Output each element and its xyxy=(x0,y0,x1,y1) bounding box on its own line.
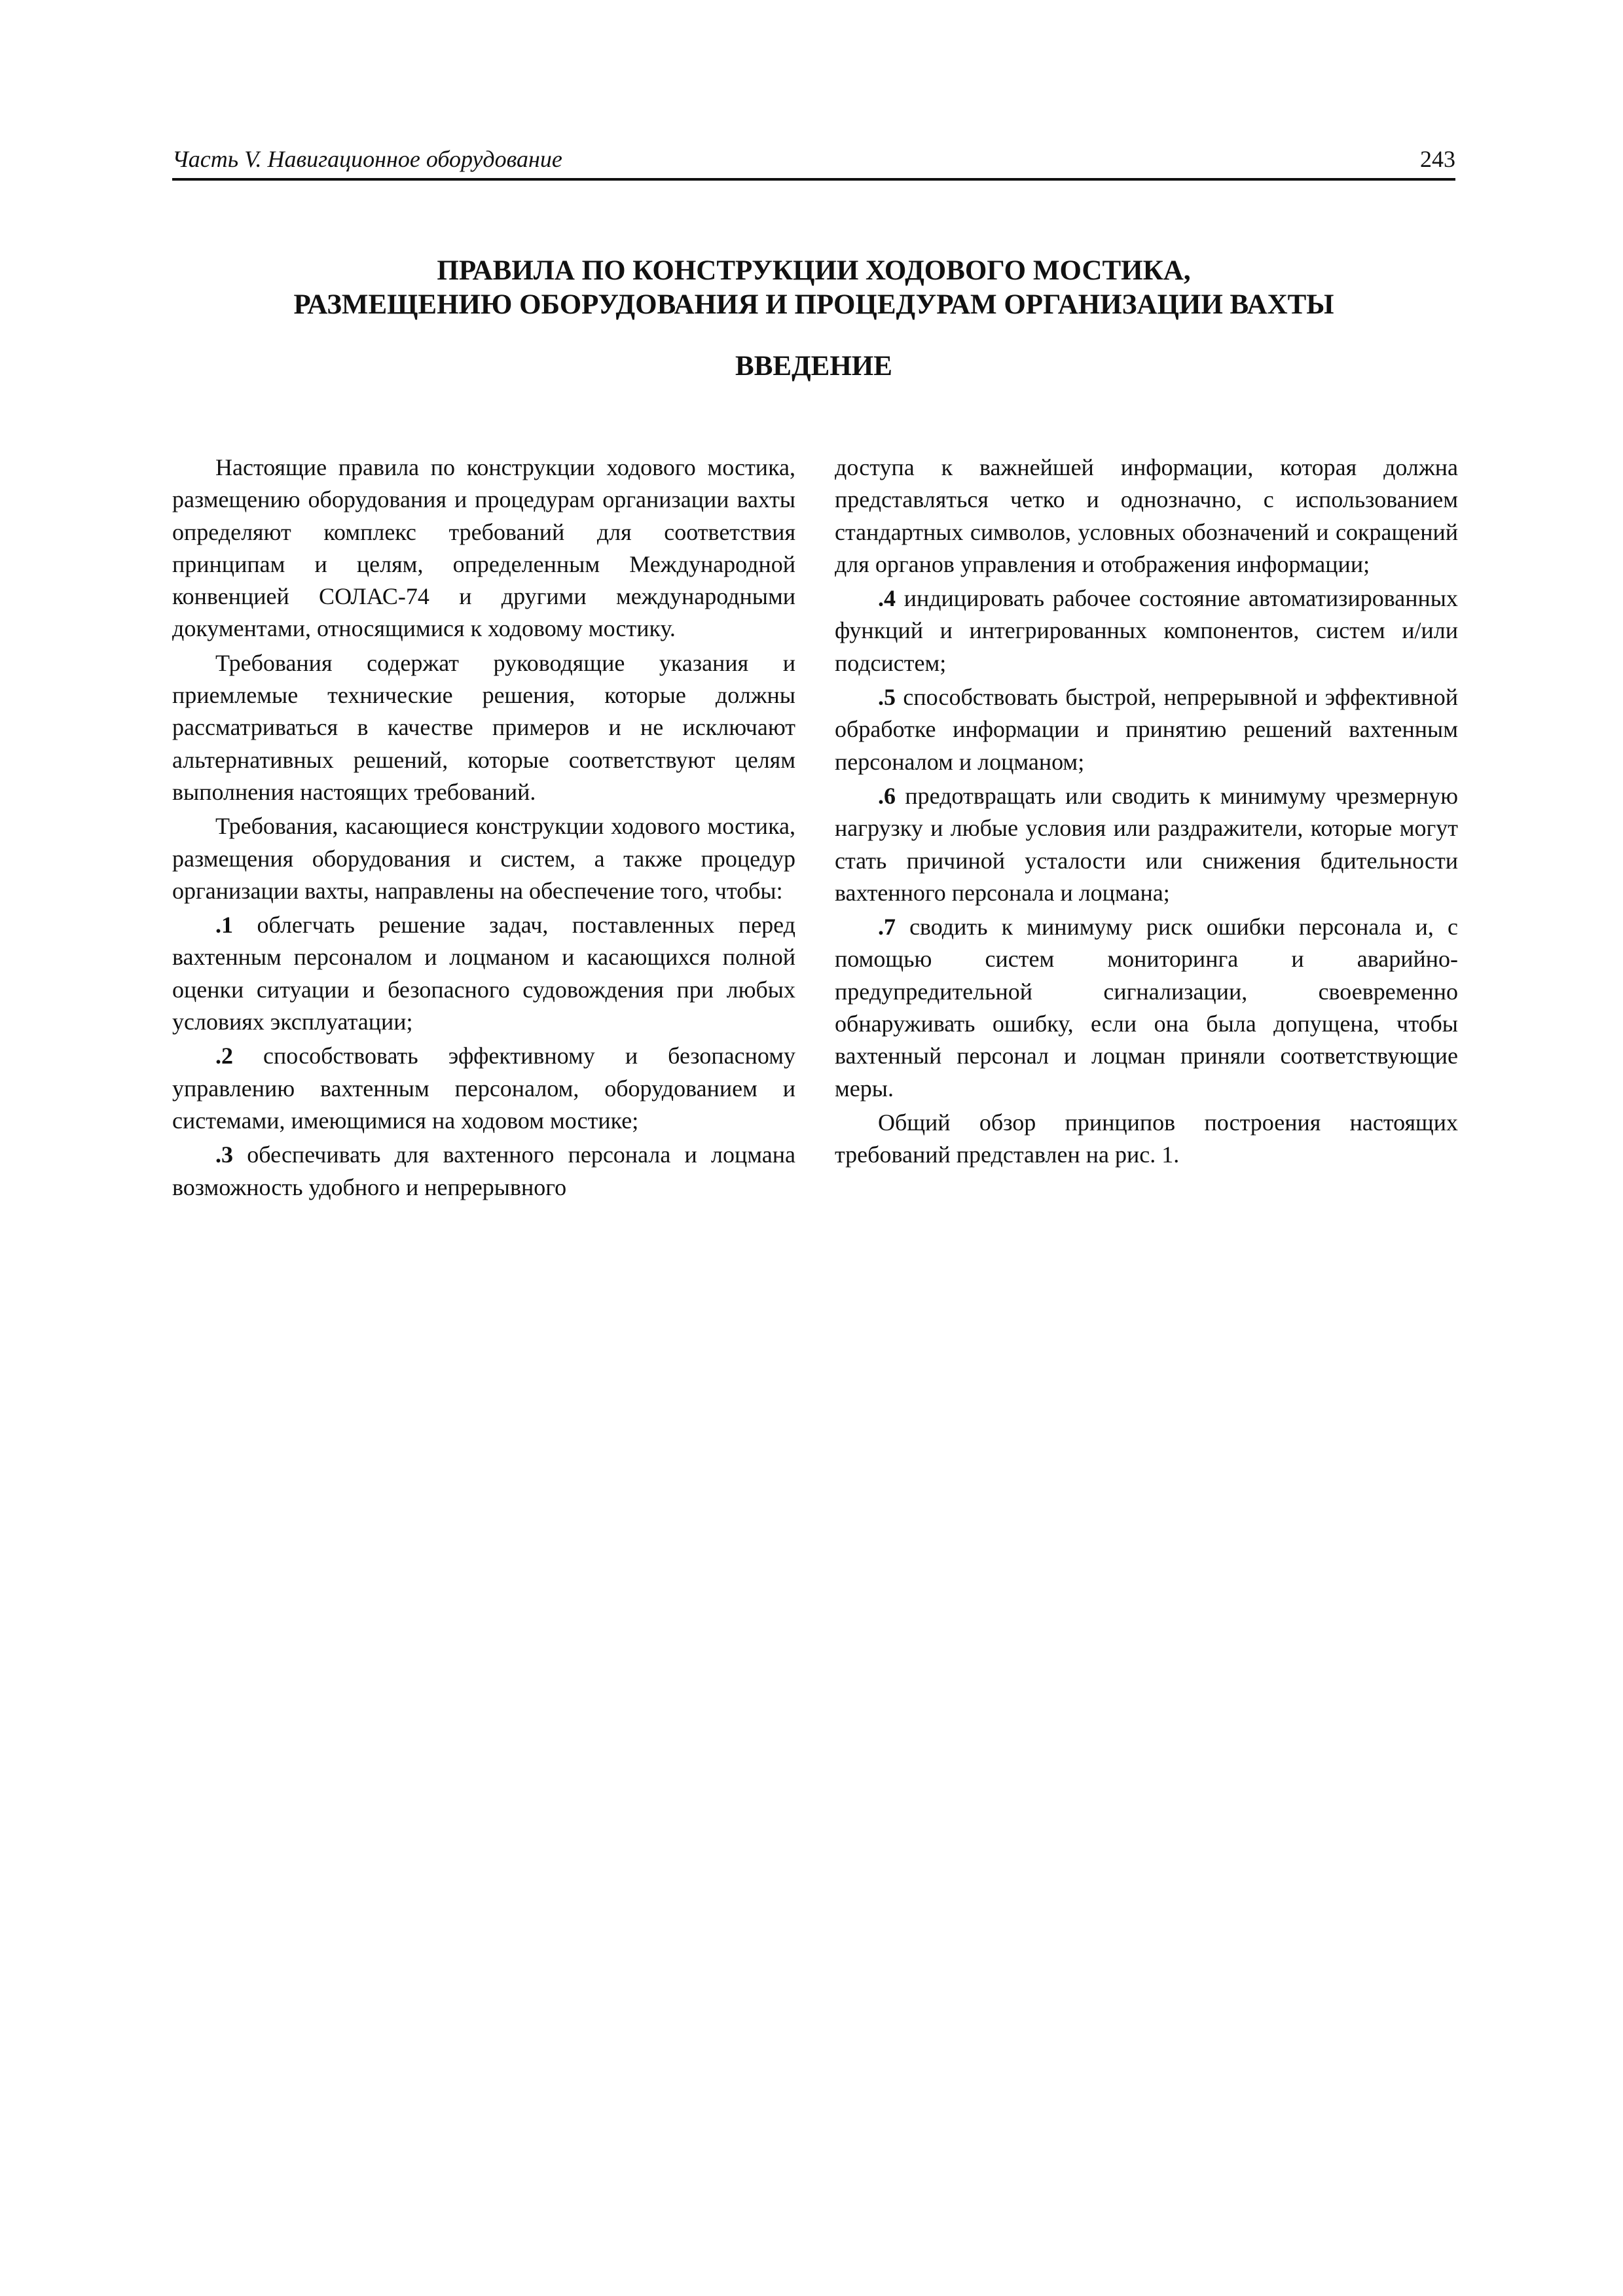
list-item-text: сводить к минимуму риск ошибки персонала и, с помощью систем мониторинга и аварийно-предупредительной сигнализации, своевременно обнаруживать ошибку, если она была допущена, чтобы вахтенный персонал и лоцман приняли соответствующие меры. xyxy=(835,914,1458,1102)
list-item-text: способствовать быстрой, непрерывной и эффективной обработке информации и принятию решений вахтенным персоналом и лоцманом; xyxy=(835,684,1458,775)
left-column xyxy=(172,452,795,1204)
list-item-1 xyxy=(172,909,795,1038)
list-item-text: облегчать решение задач, поставленных перед вахтенным персоналом и лоцманом и касающихся полной оценки ситуации и безопасного судовождения при любых условиях эксплуатации; xyxy=(172,912,795,1035)
list-item-number: .5 xyxy=(878,684,896,711)
list-item-5 xyxy=(835,681,1458,778)
list-item-text: обеспечивать для вахтенного персонала и лоцмана возможность удобного и непрерывного xyxy=(172,1141,795,1200)
document-title-line-1: ПРАВИЛА ПО КОНСТРУКЦИИ ХОДОВОГО МОСТИКА, xyxy=(437,255,1191,286)
list-item-number: .3 xyxy=(215,1141,233,1168)
paragraph: Требования содержат руководящие указания и приемлемые технические решения, которые должны рассматриваться в качестве примеров и не исключают альтернативных решений, которые соответствуют целям выполнения настоящих требований. xyxy=(172,649,795,805)
list-item-number: .1 xyxy=(215,912,233,939)
list-item-number: .4 xyxy=(878,585,896,612)
list-item-number: .7 xyxy=(878,914,896,941)
list-item-2 xyxy=(172,1040,795,1137)
paragraph: Настоящие правила по конструкции ходового мостика, размещению оборудования и процедурам организации вахты определяют комплекс требований для соответствия принципам и целям, определенным Международной конвенцией СОЛАС-74 и другими международными документами, относящимися к ходовому мостику. xyxy=(172,454,795,642)
paragraph: Общий обзор принципов построения настоящих требований представлен на рис. 1. xyxy=(835,1109,1458,1168)
section-title: Часть V. Навигационное оборудование xyxy=(172,146,562,172)
document-title-line-2: РАЗМЕЩЕНИЮ ОБОРУДОВАНИЯ И ПРОЦЕДУРАМ ОРГАНИЗАЦИИ ВАХТЫ xyxy=(293,289,1334,320)
document-title xyxy=(172,254,1455,322)
list-item-text: индицировать рабочее состояние автоматизированных функций и интегрированных компонентов, систем и/или подсистем; xyxy=(835,585,1458,676)
list-item-3 xyxy=(172,1139,795,1204)
page-number: 243 xyxy=(1420,146,1455,172)
list-item-4 xyxy=(835,583,1458,679)
right-column xyxy=(835,452,1458,1172)
list-item-text: предотвращать или сводить к минимуму чрезмерную нагрузку и любые условия или раздражители, которые могут стать причиной усталости или снижения бдительности вахтенного персонала и лоцмана; xyxy=(835,782,1458,906)
list-item-3-continuation: доступа к важнейшей информации, которая должна представляться четко и однозначно, с использованием стандартных символов, условных обозначений и сокращений для органов управления и отображения информации; xyxy=(835,454,1458,577)
section-heading: ВВЕДЕНИЕ xyxy=(735,351,892,382)
list-item-number: .6 xyxy=(878,782,896,809)
list-item-6 xyxy=(835,780,1458,909)
list-item-text: способствовать эффективному и безопасному управлению вахтенным персоналом, оборудованием и системами, имеющимися на ходовом мостике; xyxy=(172,1043,795,1134)
paragraph: Требования, касающиеся конструкции ходового мостика, размещения оборудования и систем, а также процедур организации вахты, направлены на обеспечение того, чтобы: xyxy=(172,813,795,904)
running-header xyxy=(172,144,1455,181)
list-item-number: .2 xyxy=(215,1043,233,1069)
list-item-7 xyxy=(835,911,1458,1105)
